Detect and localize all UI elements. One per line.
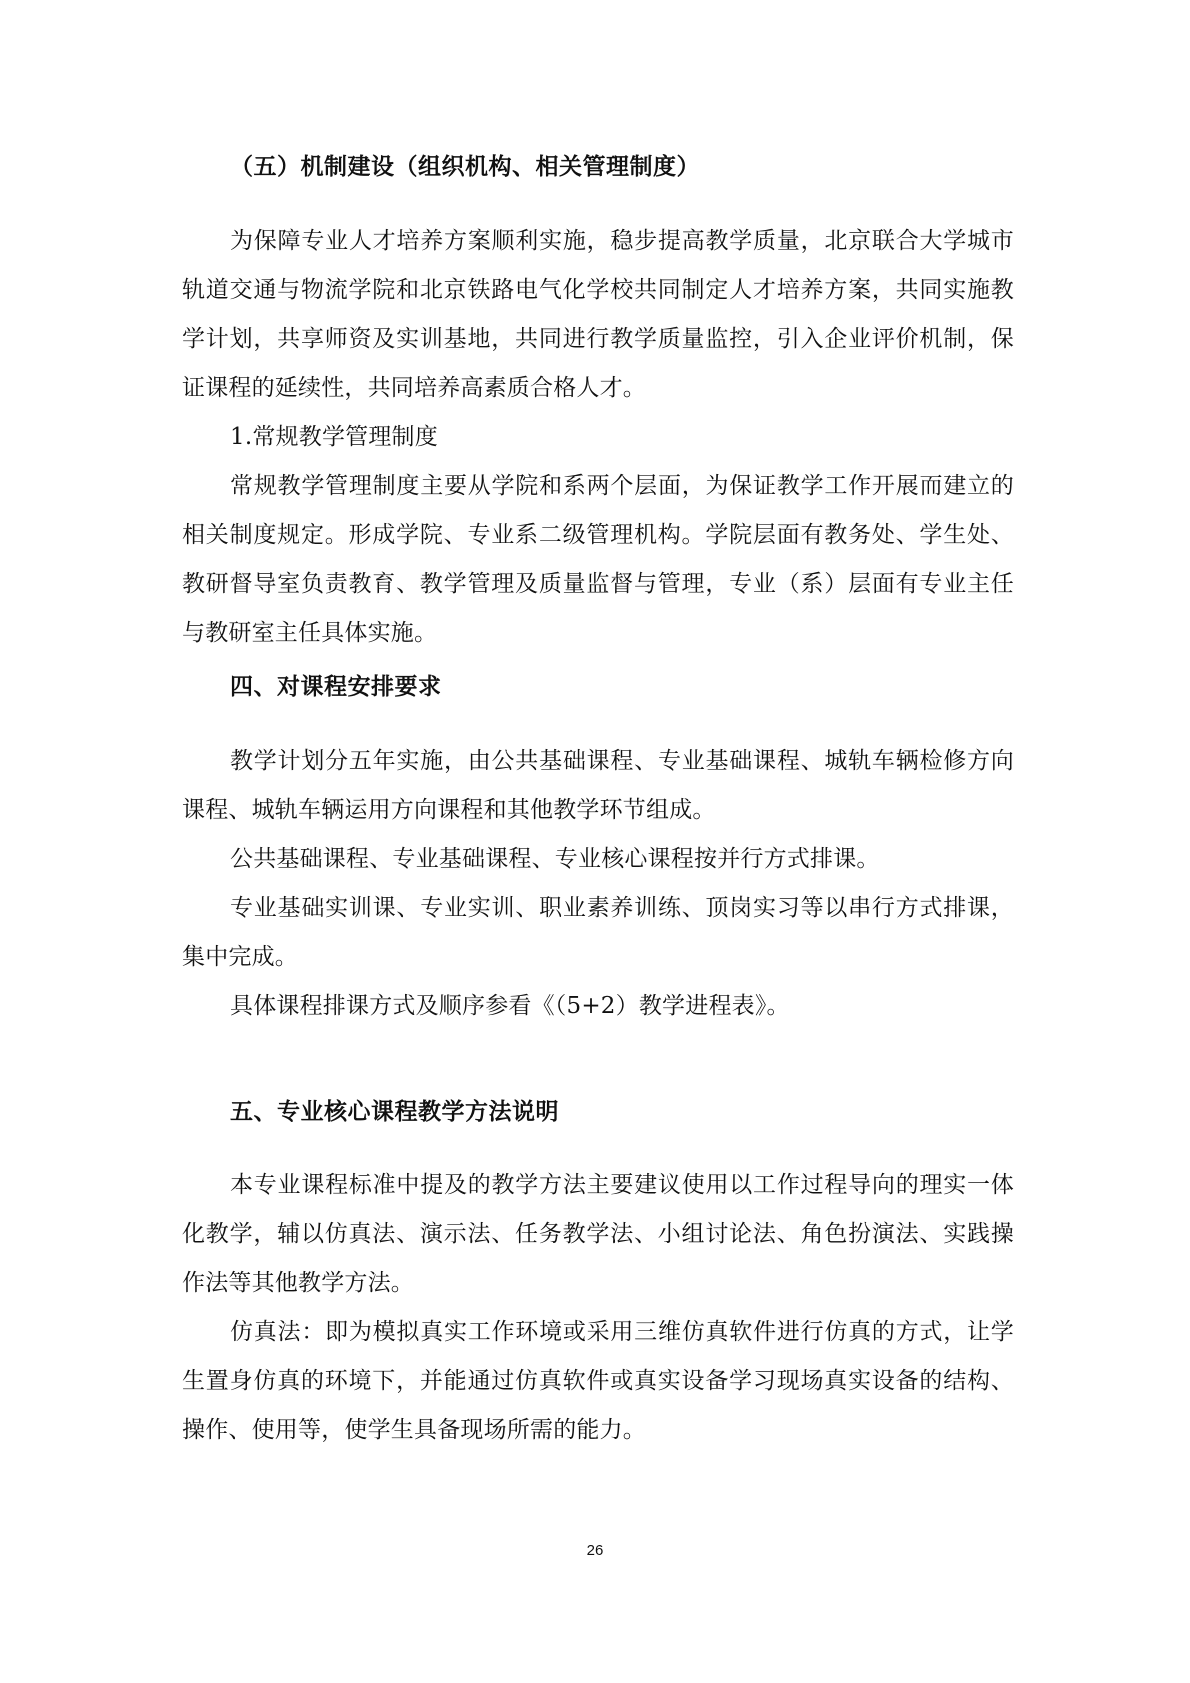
paragraph: 为保障专业人才培养方案顺利实施，稳步提高教学质量，北京联合大学城市轨道交通与物流学院和北京铁路电气化学校共同制定人才培养方案，共同实施教学计划，共享师资及实训基地，共同进行教学质量监控，引入企业评价机制，保证课程的延续性，共同培养高素质合格人才。 <box>182 228 1014 401</box>
paragraph: 公共基础课程、专业基础课程、专业核心课程按并行方式排课。 <box>230 846 880 872</box>
paragraph: 具体课程排课方式及顺序参看《（5+2）教学进程表》。 <box>230 993 790 1019</box>
section-heading-teaching-methods: 五、专业核心课程教学方法说明 <box>230 1099 559 1125</box>
paragraph: 仿真法：即为模拟真实工作环境或采用三维仿真软件进行仿真的方式，让学生置身仿真的环境下，并能通过仿真软件或真实设备学习现场真实设备的结构、操作、使用等，使学生具备现场所需的能力。 <box>182 1319 1014 1443</box>
paragraph: 常规教学管理制度主要从学院和系两个层面，为保证教学工作开展而建立的相关制度规定。形成学院、专业系二级管理机构。学院层面有教务处、学生处、教研督导室负责教育、教学管理及质量监督与管理，专业（系）层面有专业主任与教研室主任具体实施。 <box>182 473 1014 646</box>
page-number: 26 <box>586 1542 604 1559</box>
paragraph: 教学计划分五年实施，由公共基础课程、专业基础课程、城轨车辆检修方向课程、城轨车辆运用方向课程和其他教学环节组成。 <box>182 748 1014 823</box>
subheading-routine-management: 1.常规教学管理制度 <box>230 424 438 450</box>
paragraph: 专业基础实训课、专业实训、职业素养训练、顶岗实习等以串行方式排课，集中完成。 <box>182 895 1014 970</box>
section-heading-course-arrangement: 四、对课程安排要求 <box>230 674 442 700</box>
paragraph: 本专业课程标准中提及的教学方法主要建议使用以工作过程导向的理实一体化教学，辅以仿真法、演示法、任务教学法、小组讨论法、角色扮演法、实践操作法等其他教学方法。 <box>182 1172 1014 1296</box>
section-heading-mechanism: （五）机制建设（组织机构、相关管理制度） <box>230 154 700 180</box>
